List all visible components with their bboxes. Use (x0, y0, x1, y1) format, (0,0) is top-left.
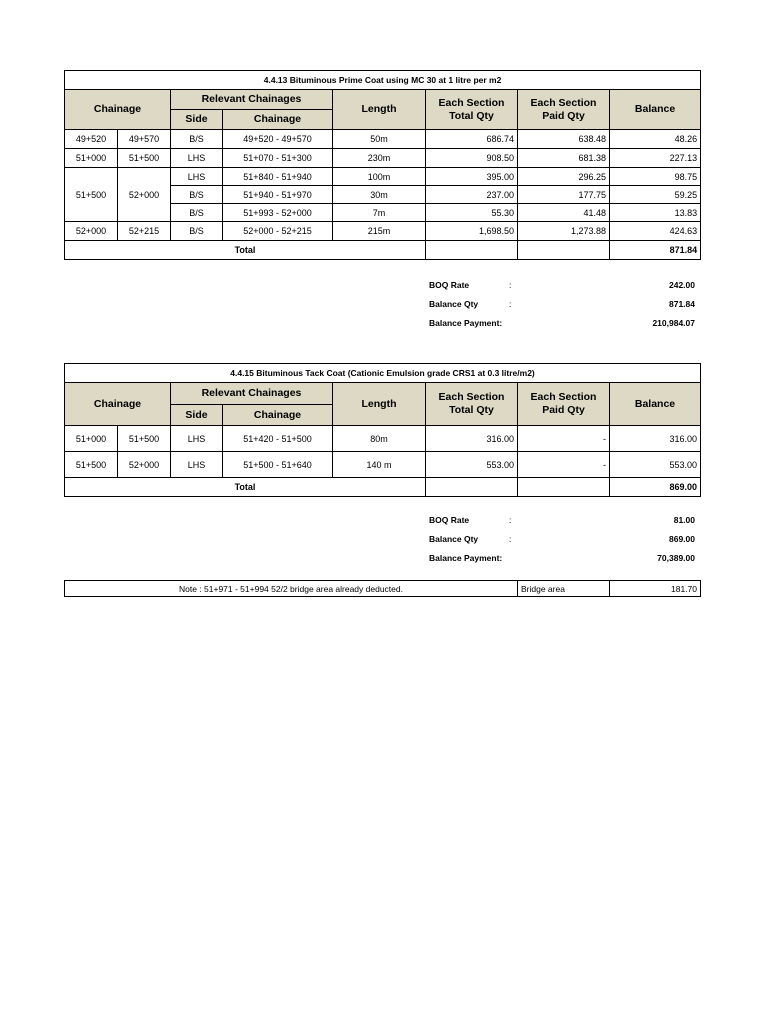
balance-payment-label: Balance Payment: (429, 318, 503, 328)
header-balance: Balance (610, 383, 701, 426)
chainage-from: 51+000 (65, 426, 118, 452)
chainage-to: 51+500 (118, 426, 171, 452)
header-relevant-chainages: Relevant Chainages (171, 90, 333, 110)
length: 215m (333, 222, 426, 241)
chainage-to: 52+000 (118, 168, 171, 222)
chainage-range: 49+520 - 49+570 (223, 130, 333, 149)
chainage-range: 51+420 - 51+500 (223, 426, 333, 452)
section-paid-qty: 1,273.88 (518, 222, 610, 241)
length: 7m (333, 204, 426, 222)
section-total-qty: 395.00 (426, 168, 518, 186)
section-paid-qty: 177.75 (518, 186, 610, 204)
chainage-from: 51+000 (65, 149, 118, 168)
balance-qty-label: Balance Qty (429, 299, 479, 309)
balance-payment-value: 210,984.07 (652, 318, 695, 328)
balance-payment-row (429, 314, 695, 333)
table-row (65, 168, 701, 186)
boq-rate-label: BOQ Rate (429, 515, 470, 525)
section-paid-qty: 41.48 (518, 204, 610, 222)
side: B/S (171, 204, 223, 222)
total-balance: 869.00 (610, 478, 701, 497)
section-total-qty: 686.74 (426, 130, 518, 149)
section-total-qty: 1,698.50 (426, 222, 518, 241)
length: 230m (333, 149, 426, 168)
balance-qty-value: 869.00 (669, 534, 695, 544)
colon: : (509, 299, 512, 309)
note-table (64, 580, 701, 597)
total-balance: 871.84 (610, 241, 701, 260)
balance: 553.00 (610, 452, 701, 478)
section-total-qty: 553.00 (426, 452, 518, 478)
note-text: Note : 51+971 - 51+994 52/2 bridge area already deducted. (65, 581, 518, 597)
chainage-from: 52+000 (65, 222, 118, 241)
table-row (65, 222, 701, 241)
length: 50m (333, 130, 426, 149)
total-spacer (426, 478, 518, 497)
section-total-qty: 908.50 (426, 149, 518, 168)
length: 80m (333, 426, 426, 452)
header-length: Length (333, 90, 426, 130)
colon: : (509, 280, 512, 290)
header-side: Side (171, 110, 223, 130)
header-each-paid: Each Section Paid Qty (518, 383, 610, 426)
prime-coat-table (64, 70, 701, 260)
boq-rate-value: 242.00 (669, 280, 695, 290)
header-length: Length (333, 383, 426, 426)
header-side: Side (171, 405, 223, 426)
section-total-qty: 237.00 (426, 186, 518, 204)
header-chainage: Chainage (65, 383, 171, 426)
side: LHS (171, 426, 223, 452)
total-label: Total (65, 241, 426, 260)
boq-rate-label: BOQ Rate (429, 280, 470, 290)
balance-qty-label: Balance Qty (429, 534, 479, 544)
total-row (65, 241, 701, 260)
section-paid-qty: 296.25 (518, 168, 610, 186)
table-row (65, 130, 701, 149)
header-chainage-sub: Chainage (223, 110, 333, 130)
chainage-range: 51+940 - 51+970 (223, 186, 333, 204)
chainage-to: 52+000 (118, 452, 171, 478)
tack-coat-table (64, 363, 701, 497)
balance: 227.13 (610, 149, 701, 168)
header-balance: Balance (610, 90, 701, 130)
table-row (65, 426, 701, 452)
chainage-range: 52+000 - 52+215 (223, 222, 333, 241)
balance: 316.00 (610, 426, 701, 452)
section-total-qty: 316.00 (426, 426, 518, 452)
header-each-paid: Each Section Paid Qty (518, 90, 610, 130)
total-label: Total (65, 478, 426, 497)
balance-qty-value: 871.84 (669, 299, 695, 309)
balance: 424.63 (610, 222, 701, 241)
side: B/S (171, 130, 223, 149)
total-spacer (426, 241, 518, 260)
chainage-range: 51+500 - 51+640 (223, 452, 333, 478)
table-row (65, 149, 701, 168)
chainage-to: 51+500 (118, 149, 171, 168)
section-paid-qty: 681.38 (518, 149, 610, 168)
header-each-total: Each Section Total Qty (426, 383, 518, 426)
balance: 48.26 (610, 130, 701, 149)
colon: : (509, 534, 512, 544)
section-total-qty: 55.30 (426, 204, 518, 222)
chainage-from: 51+500 (65, 452, 118, 478)
balance-payment-label: Balance Payment: (429, 553, 503, 563)
length: 30m (333, 186, 426, 204)
balance-qty-row (429, 295, 695, 314)
balance: 13.83 (610, 204, 701, 222)
header-each-total: Each Section Total Qty (426, 90, 518, 130)
side: B/S (171, 222, 223, 241)
length: 140 m (333, 452, 426, 478)
section-paid-qty: 638.48 (518, 130, 610, 149)
boq-rate-row (429, 511, 695, 530)
side: B/S (171, 186, 223, 204)
chainage-from: 49+520 (65, 130, 118, 149)
boq-rate-value: 81.00 (673, 515, 695, 525)
tack-coat-summary (429, 511, 695, 568)
side: LHS (171, 168, 223, 186)
header-chainage-sub: Chainage (223, 405, 333, 426)
side: LHS (171, 452, 223, 478)
balance: 59.25 (610, 186, 701, 204)
boq-rate-row (429, 276, 695, 295)
chainage-from: 51+500 (65, 168, 118, 222)
section-paid-qty: - (518, 426, 610, 452)
chainage-to: 52+215 (118, 222, 171, 241)
tack-coat-title: 4.4.15 Bituminous Tack Coat (Cationic Emulsion grade CRS1 at 0.3 litre/m2) (65, 364, 701, 383)
length: 100m (333, 168, 426, 186)
balance-payment-value: 70,389.00 (657, 553, 695, 563)
prime-coat-summary (429, 276, 695, 333)
chainage-range: 51+840 - 51+940 (223, 168, 333, 186)
balance-payment-row (429, 549, 695, 568)
side: LHS (171, 149, 223, 168)
header-chainage: Chainage (65, 90, 171, 130)
balance-qty-row (429, 530, 695, 549)
section-paid-qty: - (518, 452, 610, 478)
total-spacer (518, 241, 610, 260)
chainage-to: 49+570 (118, 130, 171, 149)
balance: 98.75 (610, 168, 701, 186)
bridge-area-value: 181.70 (610, 581, 701, 597)
prime-coat-title: 4.4.13 Bituminous Prime Coat using MC 30 at 1 litre per m2 (65, 71, 701, 90)
colon: : (509, 515, 512, 525)
header-relevant-chainages: Relevant Chainages (171, 383, 333, 405)
chainage-range: 51+993 - 52+000 (223, 204, 333, 222)
total-spacer (518, 478, 610, 497)
chainage-range: 51+070 - 51+300 (223, 149, 333, 168)
bridge-area-label: Bridge area (518, 581, 610, 597)
table-row (65, 452, 701, 478)
total-row (65, 478, 701, 497)
